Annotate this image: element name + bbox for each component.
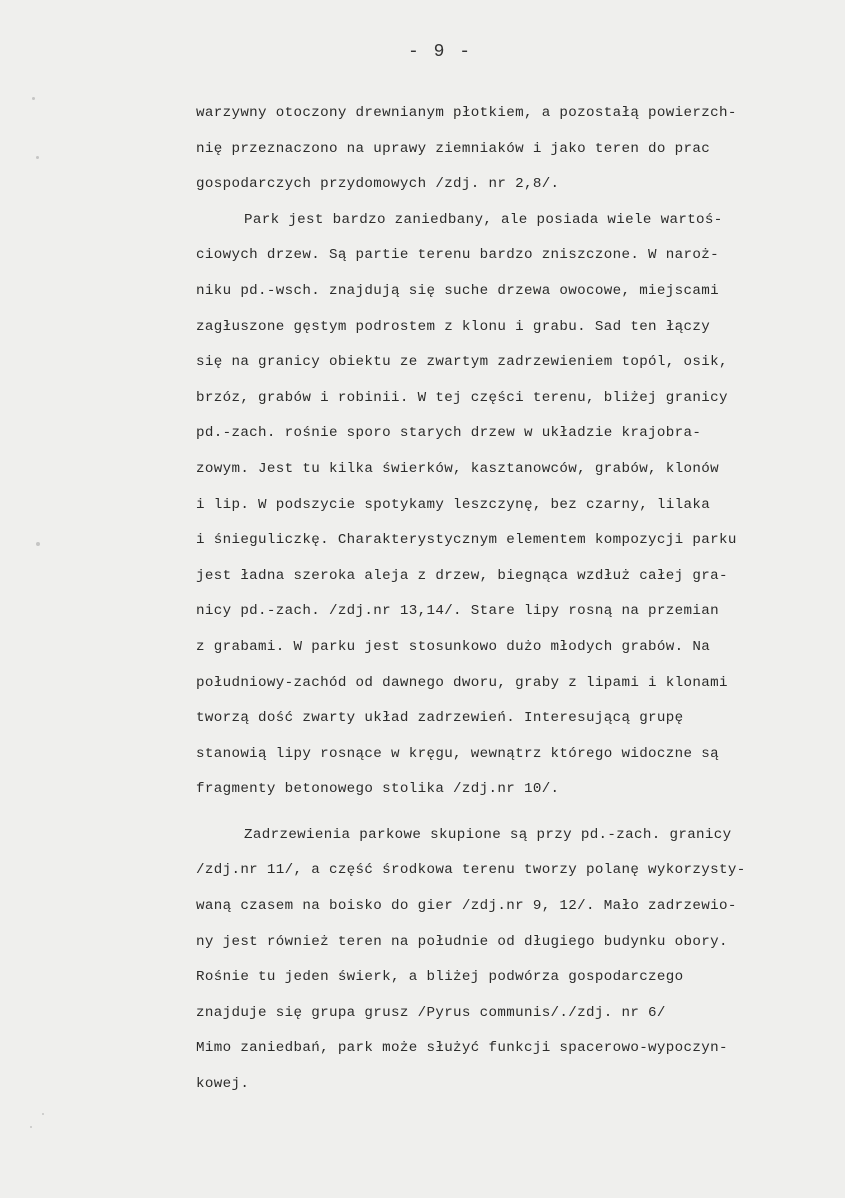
document-body — [196, 103, 821, 1110]
paragraph-line: gospodarczych przydomowych /zdj. nr 2,8/. — [196, 176, 560, 193]
scan-speckle-1 — [32, 97, 35, 100]
paragraph-2 — [196, 210, 821, 815]
paragraph-line: Park jest bardzo zaniedbany, ale posiada wiele wartoś- — [244, 211, 723, 228]
paragraph-line: z grabami. W parku jest stosunkowo dużo młodych grabów. Na — [196, 638, 711, 655]
paragraph-line: Mimo zaniedbań, park może służyć funkcji spacerowo-wypoczyn- — [196, 1040, 728, 1057]
scan-speckle-4 — [42, 1113, 44, 1115]
paragraph-line: fragmenty betonowego stolika /zdj.nr 10/. — [196, 781, 560, 798]
paragraph-line: kowej. — [196, 1076, 250, 1093]
paragraph-line: tworzą dość zwarty układ zadrzewień. Interesującą grupę — [196, 710, 684, 727]
paragraph-line: i śnieguliczkę. Charakterystycznym elementem kompozycji parku — [196, 532, 737, 549]
paragraph-line: stanowią lipy rosnące w kręgu, wewnątrz którego widoczne są — [196, 745, 719, 762]
paragraph-line: znajduje się grupa grusz /Pyrus communis/./zdj. nr 6/ — [196, 1004, 666, 1021]
page-number: - 9 - — [407, 42, 472, 62]
paragraph-line: pd.-zach. rośnie sporo starych drzew w układzie krajobra- — [196, 425, 702, 442]
paragraph-line: niku pd.-wsch. znajdują się suche drzewa owocowe, miejscami — [196, 282, 719, 299]
paragraph-line: i lip. W podszycie spotykamy leszczynę, bez czarny, lilaka — [196, 496, 711, 513]
paragraph-line: ciowych drzew. Są partie terenu bardzo zniszczone. W naroż- — [196, 247, 719, 264]
paragraph-line: /zdj.nr 11/, a część środkowa terenu tworzy polanę wykorzysty- — [196, 862, 746, 879]
paragraph-line: się na granicy obiektu ze zwartym zadrzewieniem topól, osik, — [196, 354, 728, 371]
scan-speckle-3 — [36, 542, 40, 546]
paragraph-line: Zadrzewienia parkowe skupione są przy pd.-zach. granicy — [244, 826, 732, 843]
paragraph-line: południowy-zachód od dawnego dworu, graby z lipami i klonami — [196, 674, 728, 691]
scan-speckle-5 — [30, 1126, 32, 1128]
paragraph-line: warzywny otoczony drewnianym płotkiem, a pozostałą powierzch- — [196, 105, 737, 121]
paragraph-line: waną czasem na boisko do gier /zdj.nr 9, 12/. Mało zadrzewio- — [196, 898, 737, 915]
paragraph-1 — [196, 103, 821, 210]
paragraph-line: zowym. Jest tu kilka świerków, kasztanowców, grabów, klonów — [196, 460, 719, 477]
paragraph-gap — [196, 815, 821, 825]
paragraph-line: Rośnie tu jeden świerk, a bliżej podwórza gospodarczego — [196, 969, 684, 986]
paragraph-line: zagłuszone gęstym podrostem z klonu i grabu. Sad ten łączy — [196, 318, 711, 335]
paragraph-line: brzóz, grabów i robinii. W tej części terenu, bliżej granicy — [196, 389, 728, 406]
scan-speckle-2 — [36, 156, 39, 159]
paragraph-line: nię przeznaczono na uprawy ziemniaków i jako teren do prac — [196, 140, 711, 157]
paragraph-line: ny jest również teren na południe od długiego budynku obory. — [196, 933, 728, 950]
paragraph-3 — [196, 825, 821, 1110]
paragraph-line: nicy pd.-zach. /zdj.nr 13,14/. Stare lipy rosną na przemian — [196, 603, 719, 620]
paragraph-line: jest ładna szeroka aleja z drzew, biegnąca wzdłuż całej gra- — [196, 567, 728, 584]
